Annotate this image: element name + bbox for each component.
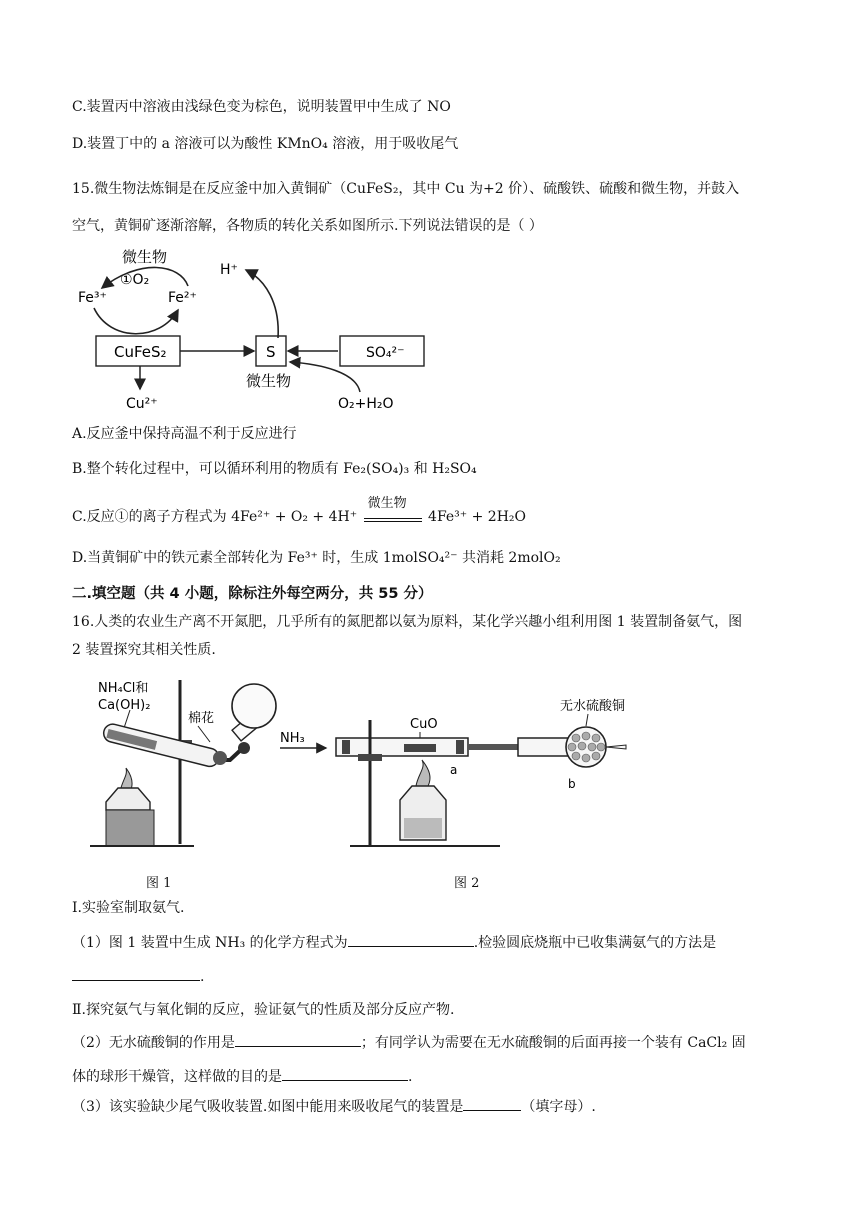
fig1-test-tube — [102, 722, 221, 768]
fig2-stopper-right — [456, 740, 464, 754]
fig2-stopper-left — [342, 740, 350, 754]
figure1-ammonia-generator — [70, 676, 280, 854]
diagram-o2-h2o: O₂+H₂O — [338, 396, 394, 412]
diagram-step-o2: ①O₂ — [120, 272, 150, 288]
fig1-cotton-plug — [238, 742, 250, 754]
fig1-reagent-line1: NH₄Cl和 — [98, 681, 149, 696]
q14-option-d: D.装置丁中的 a 溶液可以为酸性 KMnO₄ 溶液，用于吸收尾气 — [72, 136, 459, 152]
fig2-cuso4-pointer — [586, 714, 588, 726]
fig2-clamp — [358, 754, 382, 761]
fig2-label-a: a — [450, 763, 458, 777]
fig2-label-b: b — [568, 777, 576, 791]
q16-question1-line2 — [72, 966, 204, 987]
q2-blank-role[interactable] — [235, 1032, 361, 1047]
q16-stem-line1: 16.人类的农业生产离不开氮肥，几乎所有的氮肥都以氨为原料，某化学兴趣小组利用图 1 装置制备氨气，图 — [72, 614, 743, 630]
q1-text-pre: （1）图 1 装置中生成 NH₃ 的化学方程式为 — [72, 935, 348, 951]
fig2-connector-tube — [468, 744, 518, 750]
q15-option-d: D.当黄铜矿中的铁元素全部转化为 Fe³⁺ 时，生成 1molSO₄²⁻ 共消耗 2molO₂ — [72, 550, 561, 566]
fig2-nh3-label: NH₃ — [280, 731, 305, 746]
q16-question1 — [72, 932, 716, 953]
fig1-block — [106, 810, 154, 846]
q2-text-line2: 体的球形干燥管，这样做的目的是 — [72, 1069, 282, 1085]
fig1-cotton-pointer — [198, 726, 210, 742]
fig2-cuso4-label: 无水硫酸铜 — [560, 699, 626, 714]
diagram-microbe-bottom: 微生物 — [246, 372, 292, 390]
q16-question2-line2 — [72, 1066, 412, 1087]
diagram-s: S — [266, 343, 276, 361]
fig2-caption: 图 2 — [454, 876, 480, 891]
fig1-cotton-label: 棉花 — [188, 711, 215, 726]
option-c-rhs: 4Fe³⁺ + 2H₂O — [428, 509, 527, 525]
q3-text-pre: （3）该实验缺少尾气吸收装置.如图中能用来吸收尾气的装置是 — [72, 1099, 464, 1115]
q16-question2 — [72, 1032, 746, 1053]
fig1-reagent-line2: Ca(OH)₂ — [98, 698, 151, 713]
q16-question3 — [72, 1096, 596, 1117]
fig2-cuo-powder — [404, 744, 436, 752]
q16-part1-title: Ⅰ.实验室制取氨气. — [72, 900, 185, 916]
diagram-fe2: Fe²⁺ — [168, 290, 197, 306]
fig1-alcohol-lamp — [106, 788, 150, 810]
fig1-caption: 图 1 — [146, 876, 172, 891]
q15-option-b: B.整个转化过程中，可以循环利用的物质有 Fe₂(SO₄)₃ 和 H₂SO₄ — [72, 461, 477, 477]
fig2-outlet — [606, 745, 626, 749]
diagram-h-plus: H⁺ — [220, 262, 238, 278]
option-c-lhs: C.反应①的离子方程式为 4Fe²⁺ + O₂ + 4H⁺ — [72, 509, 358, 525]
diagram-fe3: Fe³⁺ — [78, 290, 107, 306]
fig2-lamp-fuel — [404, 818, 442, 838]
q1-text-end: . — [200, 969, 205, 985]
q1-text-mid: .检验圆底烧瓶中已收集满氨气的方法是 — [473, 935, 717, 951]
q3-blank-device[interactable] — [463, 1096, 521, 1111]
q15-stem-line2: 空气，黄铜矿逐渐溶解，各物质的转化关系如图所示.下列说法错误的是（ ） — [72, 218, 543, 234]
q2-blank-purpose[interactable] — [282, 1066, 408, 1081]
q15-conversion-diagram — [70, 244, 450, 414]
q3-text-post: （填字母）. — [521, 1099, 596, 1115]
diagram-microbe-top: 微生物 — [122, 248, 168, 266]
fig2-flame — [416, 760, 430, 786]
fig2-combustion-tube — [336, 738, 468, 756]
q16-part2-title: Ⅱ.探究氨气与氧化铜的反应，验证氨气的性质及部分反应产物. — [72, 1002, 455, 1018]
diagram-cufes2: CuFeS₂ — [114, 343, 167, 361]
fig1-stopper — [213, 751, 227, 765]
diagram-cu2: Cu²⁺ — [126, 396, 158, 412]
q1-blank-method[interactable] — [72, 966, 200, 981]
arrow-s-to-h — [246, 270, 278, 338]
reaction-arrow — [362, 496, 424, 527]
q15-stem-line1: 15.微生物法炼铜是在反应釜中加入黄铜矿（CuFeS₂，其中 Cu 为+2 价）、硫酸铁、硫酸和微生物，并鼓入 — [72, 181, 740, 197]
q2-text-pre: （2）无水硫酸铜的作用是 — [72, 1035, 235, 1051]
q2-text-mid: ；有同学认为需要在无水硫酸铜的后面再接一个装有 CaCl₂ 固 — [360, 1035, 746, 1051]
arrow-fe3-to-fe2 — [94, 308, 178, 334]
q2-text-end: . — [408, 1069, 413, 1085]
reaction-condition: 微生物 — [367, 496, 407, 511]
diagram-so4: SO₄²⁻ — [366, 345, 405, 361]
q1-blank-equation[interactable] — [348, 932, 474, 947]
figure2-ammonia-cuo-apparatus — [270, 690, 650, 856]
q14-option-c: C.装置丙中溶液由浅绿色变为棕色，说明装置甲中生成了 NO — [72, 99, 451, 115]
section2-heading: 二.填空题（共 4 小题，除标注外每空两分，共 55 分） — [72, 586, 433, 602]
fig2-cuo-label: CuO — [410, 717, 438, 732]
q15-option-a: A.反应釜中保持高温不利于反应进行 — [72, 426, 297, 442]
q15-option-c — [72, 496, 527, 527]
q16-stem-line2: 2 装置探究其相关性质. — [72, 642, 216, 658]
